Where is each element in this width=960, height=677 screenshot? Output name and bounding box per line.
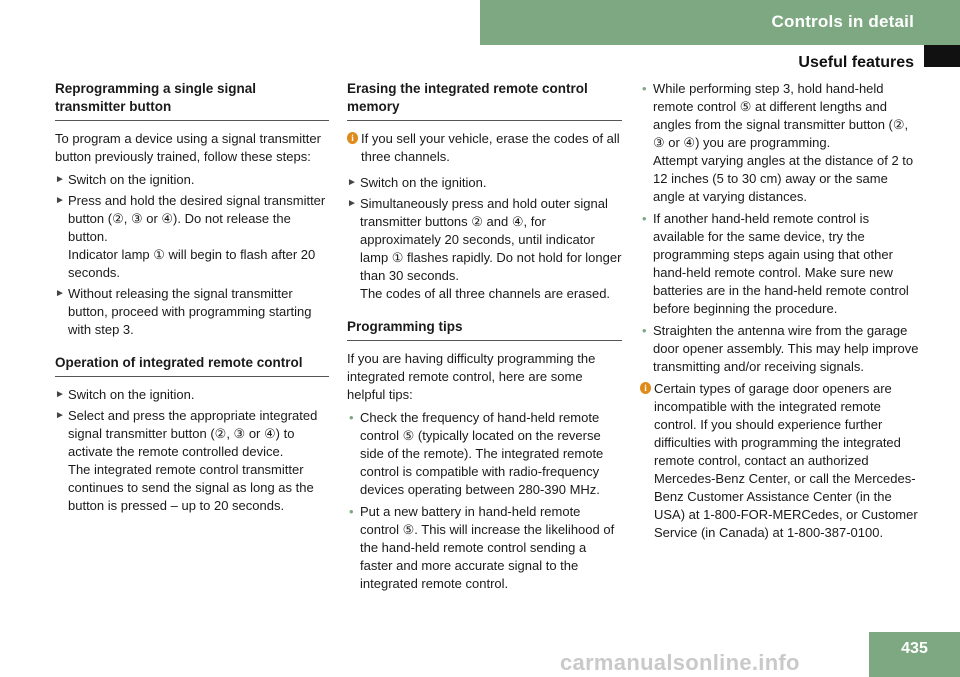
arrow-right-icon: ► [55,174,65,185]
page-number: 435 [869,632,960,677]
arrow-right-icon: ► [55,410,65,421]
info-icon: i [640,382,651,394]
subsection-title: Useful features [798,54,914,71]
header-marker [924,45,960,67]
heading-erasing: Erasing the integrated remote control memory [347,80,622,121]
tip-item: • Put a new battery in hand-held remote control ⑤. This will increase the likelihood of the hand-held remote control sending a faster and more accurate signal to the integrated remote control. [349,504,615,591]
header-banner [480,0,960,45]
heading-programming-tips: Programming tips [347,318,622,341]
bullet-dot-icon: • [642,323,647,338]
arrow-right-icon: ► [347,177,357,188]
tip-item: • While performing step 3, hold hand-held remote control ⑤ at different lengths and angles from the signal transmitter button (②, ③ or ④) you are programming. Attempt varying angles at the distance of 2 to 12 inches (5 to 30 cm) away or the same angle at varying distances. [642,81,914,204]
step-item: ► Select and press the appropriate integrated signal transmitter button (②, ③ or ④) to activate the remote controlled device. The integrated remote control transmitter continues to send the signal as long as the button is pressed – up to 20 seconds. [55,408,318,513]
tip-item: • If another hand-held remote control is available for the same device, try the programming steps again using that other hand-held remote control. Make sure new batteries are in the hand-held remote control before beginning the procedure. [642,211,909,316]
step-item: ► Switch on the ignition. [55,172,195,187]
bullet-dot-icon: • [349,504,354,519]
watermark: carmanualsonline.info [560,650,800,675]
column-2 [347,80,622,597]
info-note: i Certain types of garage door openers are incompatible with the integrated remote control. If you should experience further difficulties with programming the integrated remote control, contact an authorized Mercedes-Benz Center, or call the Mercedes-Benz Customer Assistance Center (in the USA) at 1-800-FOR-MERCedes, or Customer Service (in Canada) at 1-800-387-0100. [640,380,920,542]
bullet-dot-icon: • [642,211,647,226]
info-note: i If you sell your vehicle, erase the codes of all three channels. [347,130,622,166]
section-title: Controls in detail [771,12,914,31]
heading-operation: Operation of integrated remote control [55,354,329,377]
bullet-dot-icon: • [349,410,354,425]
info-icon: i [347,132,358,144]
step-item: ► Without releasing the signal transmitter button, proceed with programming starting with step 3. [55,286,312,337]
tip-item: • Straighten the antenna wire from the garage door opener assembly. This may help improve transmitting and/or receiving signals. [642,323,919,374]
step-item: ► Switch on the ignition. [347,175,487,190]
heading-reprogramming: Reprogramming a single signal transmitter button [55,80,329,121]
column-3 [640,80,920,550]
step-item: ► Simultaneously press and hold outer signal transmitter buttons ② and ④, for approximately 20 seconds, until indicator lamp ① flashes rapidly. Do not hold for longer than 30 seconds. The codes of all three channels are erased. [347,196,622,301]
bullet-dot-icon: • [642,81,647,96]
step-item: ► Press and hold the desired signal transmitter button (②, ③ or ④). Do not release the button. Indicator lamp ① will begin to flash after 20 seconds. [55,193,326,280]
step-item: ► Switch on the ignition. [55,387,195,402]
column-1 [55,80,329,518]
arrow-right-icon: ► [55,195,65,206]
reprogramming-intro: To program a device using a signal transmitter button previously trained, follow these steps: [55,131,321,164]
tips-intro: If you are having difficulty programming the integrated remote control, here are some helpful tips: [347,351,596,402]
arrow-right-icon: ► [347,198,357,209]
arrow-right-icon: ► [55,389,65,400]
arrow-right-icon: ► [55,288,65,299]
tip-item: • Check the frequency of hand-held remote control ⑤ (typically located on the reverse side of the remote). The integrated remote control is compatible with radio-frequency devices operating between 280-390 MHz. [349,410,604,497]
